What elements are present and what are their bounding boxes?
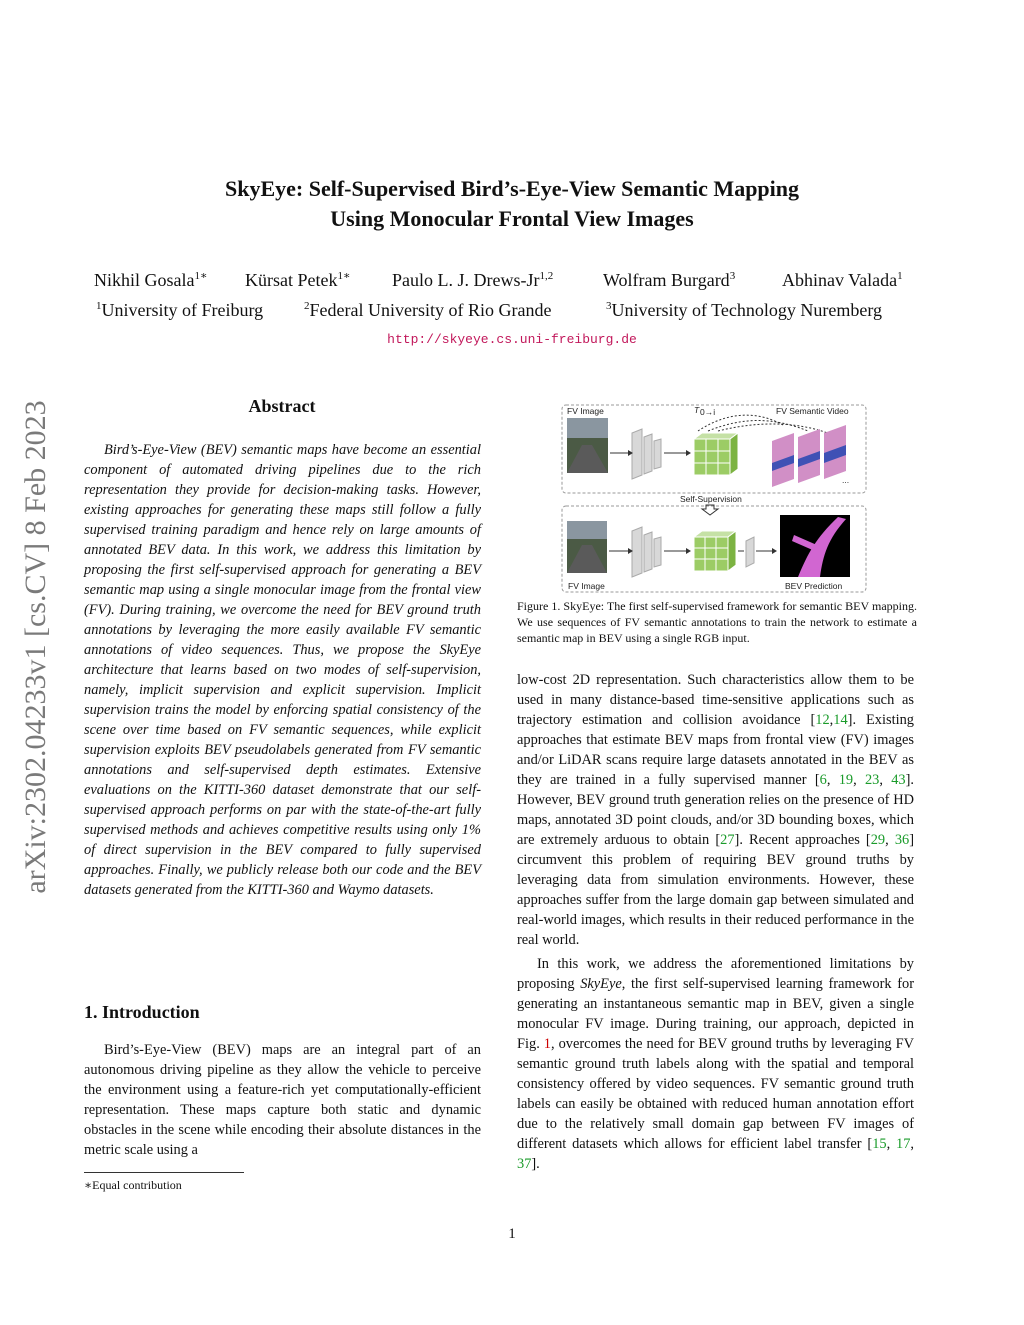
arrow-bottom-1 — [609, 548, 633, 554]
ellipsis-label: ... — [842, 475, 850, 485]
arrow-bottom-2 — [664, 548, 691, 554]
warp-arrow-1 — [698, 415, 783, 431]
citation-link[interactable]: 17 — [896, 1136, 911, 1152]
affiliation: $^2$Federal University of Rio Grande — [304, 300, 552, 320]
citation-link[interactable]: 12 — [815, 712, 830, 728]
introduction-text: Bird’s-Eye-View (BEV) maps are an integral part of an autonomous driving pipeline as they allow the vehicle to perceive the environment using a feature-rich yet computationally-efficient representation. These maps capture both static and dynamic obstacles in the scene while encoding their absolute distances in the metric scale using a — [84, 1042, 481, 1158]
author: Wolfram Burgard$^3$ — [603, 270, 736, 290]
fv-image-thumbnail-bottom — [567, 521, 607, 573]
affiliation: $^3$University of Technology Nuremberg — [606, 300, 883, 320]
author-list — [82, 268, 942, 292]
fv-image-label-top: FV Image — [567, 406, 604, 416]
citation-link[interactable]: 37 — [517, 1156, 532, 1172]
footnote-divider — [84, 1172, 244, 1173]
bev-prediction-map — [780, 515, 850, 577]
abstract-text: Bird’s-Eye-View (BEV) semantic maps have become an essential component of automated driving pipelines due to the rich representation they provide for decision-making tasks. However, existing approaches for generating these maps still follow a fully supervised training paradigm and hence rely on large amounts of annotated BEV data. In this work, we address this limitation by proposing the first self-supervised approach for generating a BEV semantic map using a single monocular image from the frontal view (FV). During training, we overcome the need for BEV ground truth annotations by leveraging the more easily available FV semantic annotations of video sequences. Thus, we propose the SkyEye architecture that learns based on two modes of self-supervision, namely, implicit supervision and explicit supervision. Implicit supervision trains the model by enforcing spatial consistency of the scene over time based on FV semantic sequences, while explicit supervision exploits BEV pseudolabels generated from FV semantic annotations and self-supervised depth estimates. Extensive evaluations on the KITTI-360 dataset demonstrate that our self-supervised approach performs on par with the state-of-the-art fully supervised methods and achieves competitive results using only 1% of direct supervision in the BEV compared to fully supervised approaches. Finally, we publicly release both our code and the BEV datasets generated from the KITTI-360 and Waymo datasets. — [84, 442, 481, 898]
author: Abhinav Valada$^1$ — [782, 270, 903, 290]
author: Paulo L. J. Drews-Jr$^{1,2}$ — [392, 270, 554, 290]
footnote: ∗Equal contribution — [84, 1178, 182, 1192]
right-column-text — [517, 670, 914, 1174]
voxel-grid-bottom — [694, 531, 736, 571]
down-arrow — [702, 505, 718, 515]
fv-image-label-bottom: FV Image — [568, 581, 605, 591]
figure-ref-link[interactable]: 1 — [543, 1036, 551, 1052]
arrow-bottom-4 — [756, 548, 777, 554]
citation-link[interactable]: 15 — [872, 1136, 887, 1152]
affiliation: $^1$University of Freiburg — [96, 300, 264, 320]
page-number: 1 — [508, 1226, 516, 1242]
arxiv-stamp: arXiv:2302.04233v1 [cs.CV] 8 Feb 2023 — [19, 400, 52, 894]
citation-link[interactable]: 23 — [864, 772, 880, 788]
encoder-blocks-top — [632, 429, 661, 479]
author: Nikhil Gosala$^{1∗}$ — [94, 270, 208, 290]
encoder-blocks-bottom — [632, 527, 661, 577]
citation-link[interactable]: 14 — [833, 712, 848, 728]
citation-link[interactable]: 19 — [838, 772, 854, 788]
author: Kürsat Petek$^{1∗}$ — [245, 270, 351, 290]
figure-1-caption: Figure 1. SkyEye: The first self-supervised framework for semantic BEV mapping. We use sequences of FV semantic annotations to train the network to estimate a semantic map in BEV using a single RGB input. — [517, 599, 917, 645]
voxel-grid-top — [694, 433, 738, 475]
abstract-heading: Abstract — [248, 396, 316, 416]
semantic-video-frames — [772, 425, 846, 487]
arrow-top-1 — [610, 450, 633, 456]
transform-label-sub: 0→i — [700, 407, 716, 417]
paragraph-1: low-cost 2D representation. Such characteristics allow them to be used in many distance-based time-sensitive applications such as trajectory estimation and collision avoidance [12,14]. Existing approaches that estimate BEV maps from frontal view (FV) images and/or LiDAR scans require large datasets annotated in the BEV as they are trained in a fully supervised manner [6, 19, 23, 43]. However, BEV ground truth generation relies on the presence of HD maps, annotated 3D point clouds, and/or 3D bounding boxes, which are extremely arduous to obtain [27]. Recent approaches [29, 36] circumvent this problem of requiring BEV ground truths by leveraging data from simulation environments. However, these approaches suffer from the large domain gap between simulated and real-world images, which results in their reduced performance in the real world. — [517, 672, 914, 948]
citation-link[interactable]: 29 — [870, 832, 886, 848]
arrow-top-2 — [664, 450, 691, 456]
paragraph-2: In this work, we address the aforementioned limitations by proposing SkyEye, the first self-supervised learning framework for generating an instantaneous semantic map in BEV, given a single monocular FV image. During training, our approach, depicted in Fig. 1, overcomes the need for BEV ground truths by leveraging FV semantic ground truth labels along with the spatial and temporal consistency offered by video sequences. FV semantic ground truth labels can easily be obtained with reduced human annotation effort due to the relatively small domain gap between FV images of different datasets which allows for efficient label transfer [15, 17, 37]. — [517, 956, 914, 1172]
paper-title-line1: SkyEye: Self-Supervised Bird’s-Eye-View Semantic Mapping — [224, 176, 800, 201]
citation-link[interactable]: 36 — [894, 832, 910, 848]
transform-label: T — [694, 405, 700, 415]
project-url-link[interactable]: http://skyeye.cs.uni-freiburg.de — [387, 332, 637, 347]
citation-link[interactable]: 43 — [891, 772, 906, 788]
section-heading-introduction: 1. Introduction — [84, 1002, 200, 1022]
citation-link[interactable]: 6 — [819, 772, 827, 788]
citation-link[interactable]: 27 — [720, 832, 735, 848]
bev-prediction-label: BEV Prediction — [785, 581, 843, 591]
paper-title-line2: Using Monocular Frontal View Images — [330, 206, 694, 231]
decoder-block — [746, 537, 754, 567]
fv-image-thumbnail-top — [567, 418, 608, 473]
affiliation-list — [82, 298, 942, 322]
fv-semantic-video-label: FV Semantic Video — [776, 406, 849, 416]
self-supervision-label: Self-Supervision — [680, 494, 742, 504]
figure-1-diagram — [558, 403, 870, 595]
